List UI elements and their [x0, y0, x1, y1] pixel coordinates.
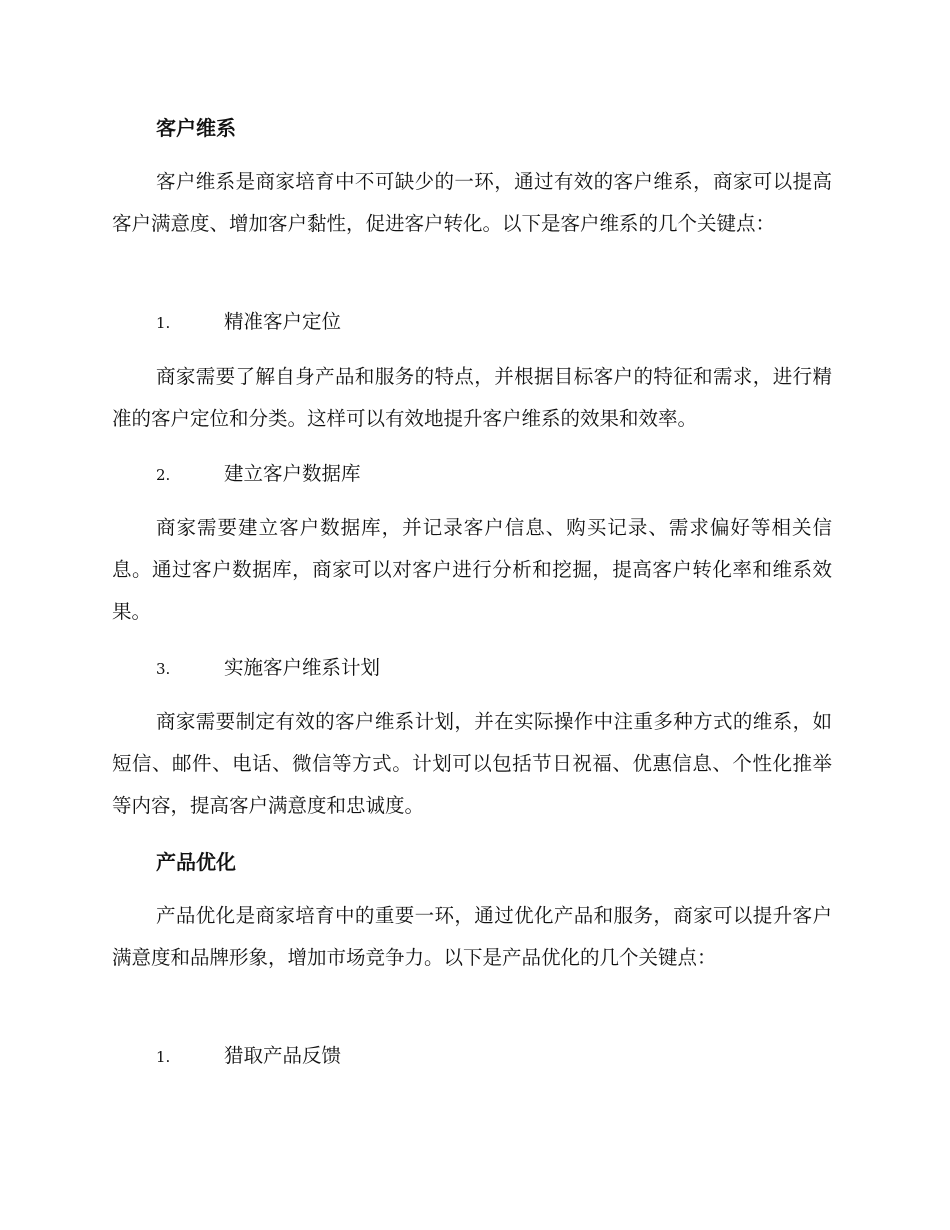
- list-item-body: 商家需要建立客户数据库，并记录客户信息、购买记录、需求偏好等相关信息。通过客户数据库，商家可以对客户进行分析和挖掘，提高客户转化率和维系效果。: [112, 516, 832, 623]
- list-item-number: 2.: [156, 466, 171, 484]
- list-item-body: 商家需要了解自身产品和服务的特点，并根据目标客户的特征和需求，进行精准的客户定位和分类。这样可以有效地提升客户维系的效果和效率。: [112, 365, 832, 430]
- list-item-number: 1.: [156, 314, 171, 332]
- list-item: [112, 1042, 832, 1070]
- list-item-number: 1.: [156, 1048, 171, 1066]
- list-item-number: 3.: [156, 660, 171, 678]
- list-item-title: 实施客户维系计划: [224, 656, 381, 679]
- list-item-body: 商家需要制定有效的客户维系计划，并在实际操作中注重多种方式的维系，如短信、邮件、电话、微信等方式。计划可以包括节日祝福、优惠信息、个性化推举等内容，提高客户满意度和忠诚度。: [112, 710, 832, 817]
- list-item: [112, 308, 832, 336]
- section-heading-product-optimization: 产品优化: [156, 850, 236, 874]
- list-item-title: 猎取产品反馈: [224, 1044, 342, 1067]
- product-optimization-intro: 产品优化是商家培育中的重要一环，通过优化产品和服务，商家可以提升客户满意度和品牌形象，增加市场竞争力。以下是产品优化的几个关键点：: [112, 904, 832, 969]
- list-item-title: 建立客户数据库: [224, 462, 361, 485]
- customer-retention-intro: 客户维系是商家培育中不可缺少的一环，通过有效的客户维系，商家可以提高客户满意度、增加客户黏性，促进客户转化。以下是客户维系的几个关键点：: [112, 170, 832, 235]
- list-item: [112, 654, 832, 682]
- section-heading-customer-retention: 客户维系: [156, 116, 236, 140]
- list-item-title: 精准客户定位: [224, 310, 342, 333]
- list-item: [112, 460, 832, 488]
